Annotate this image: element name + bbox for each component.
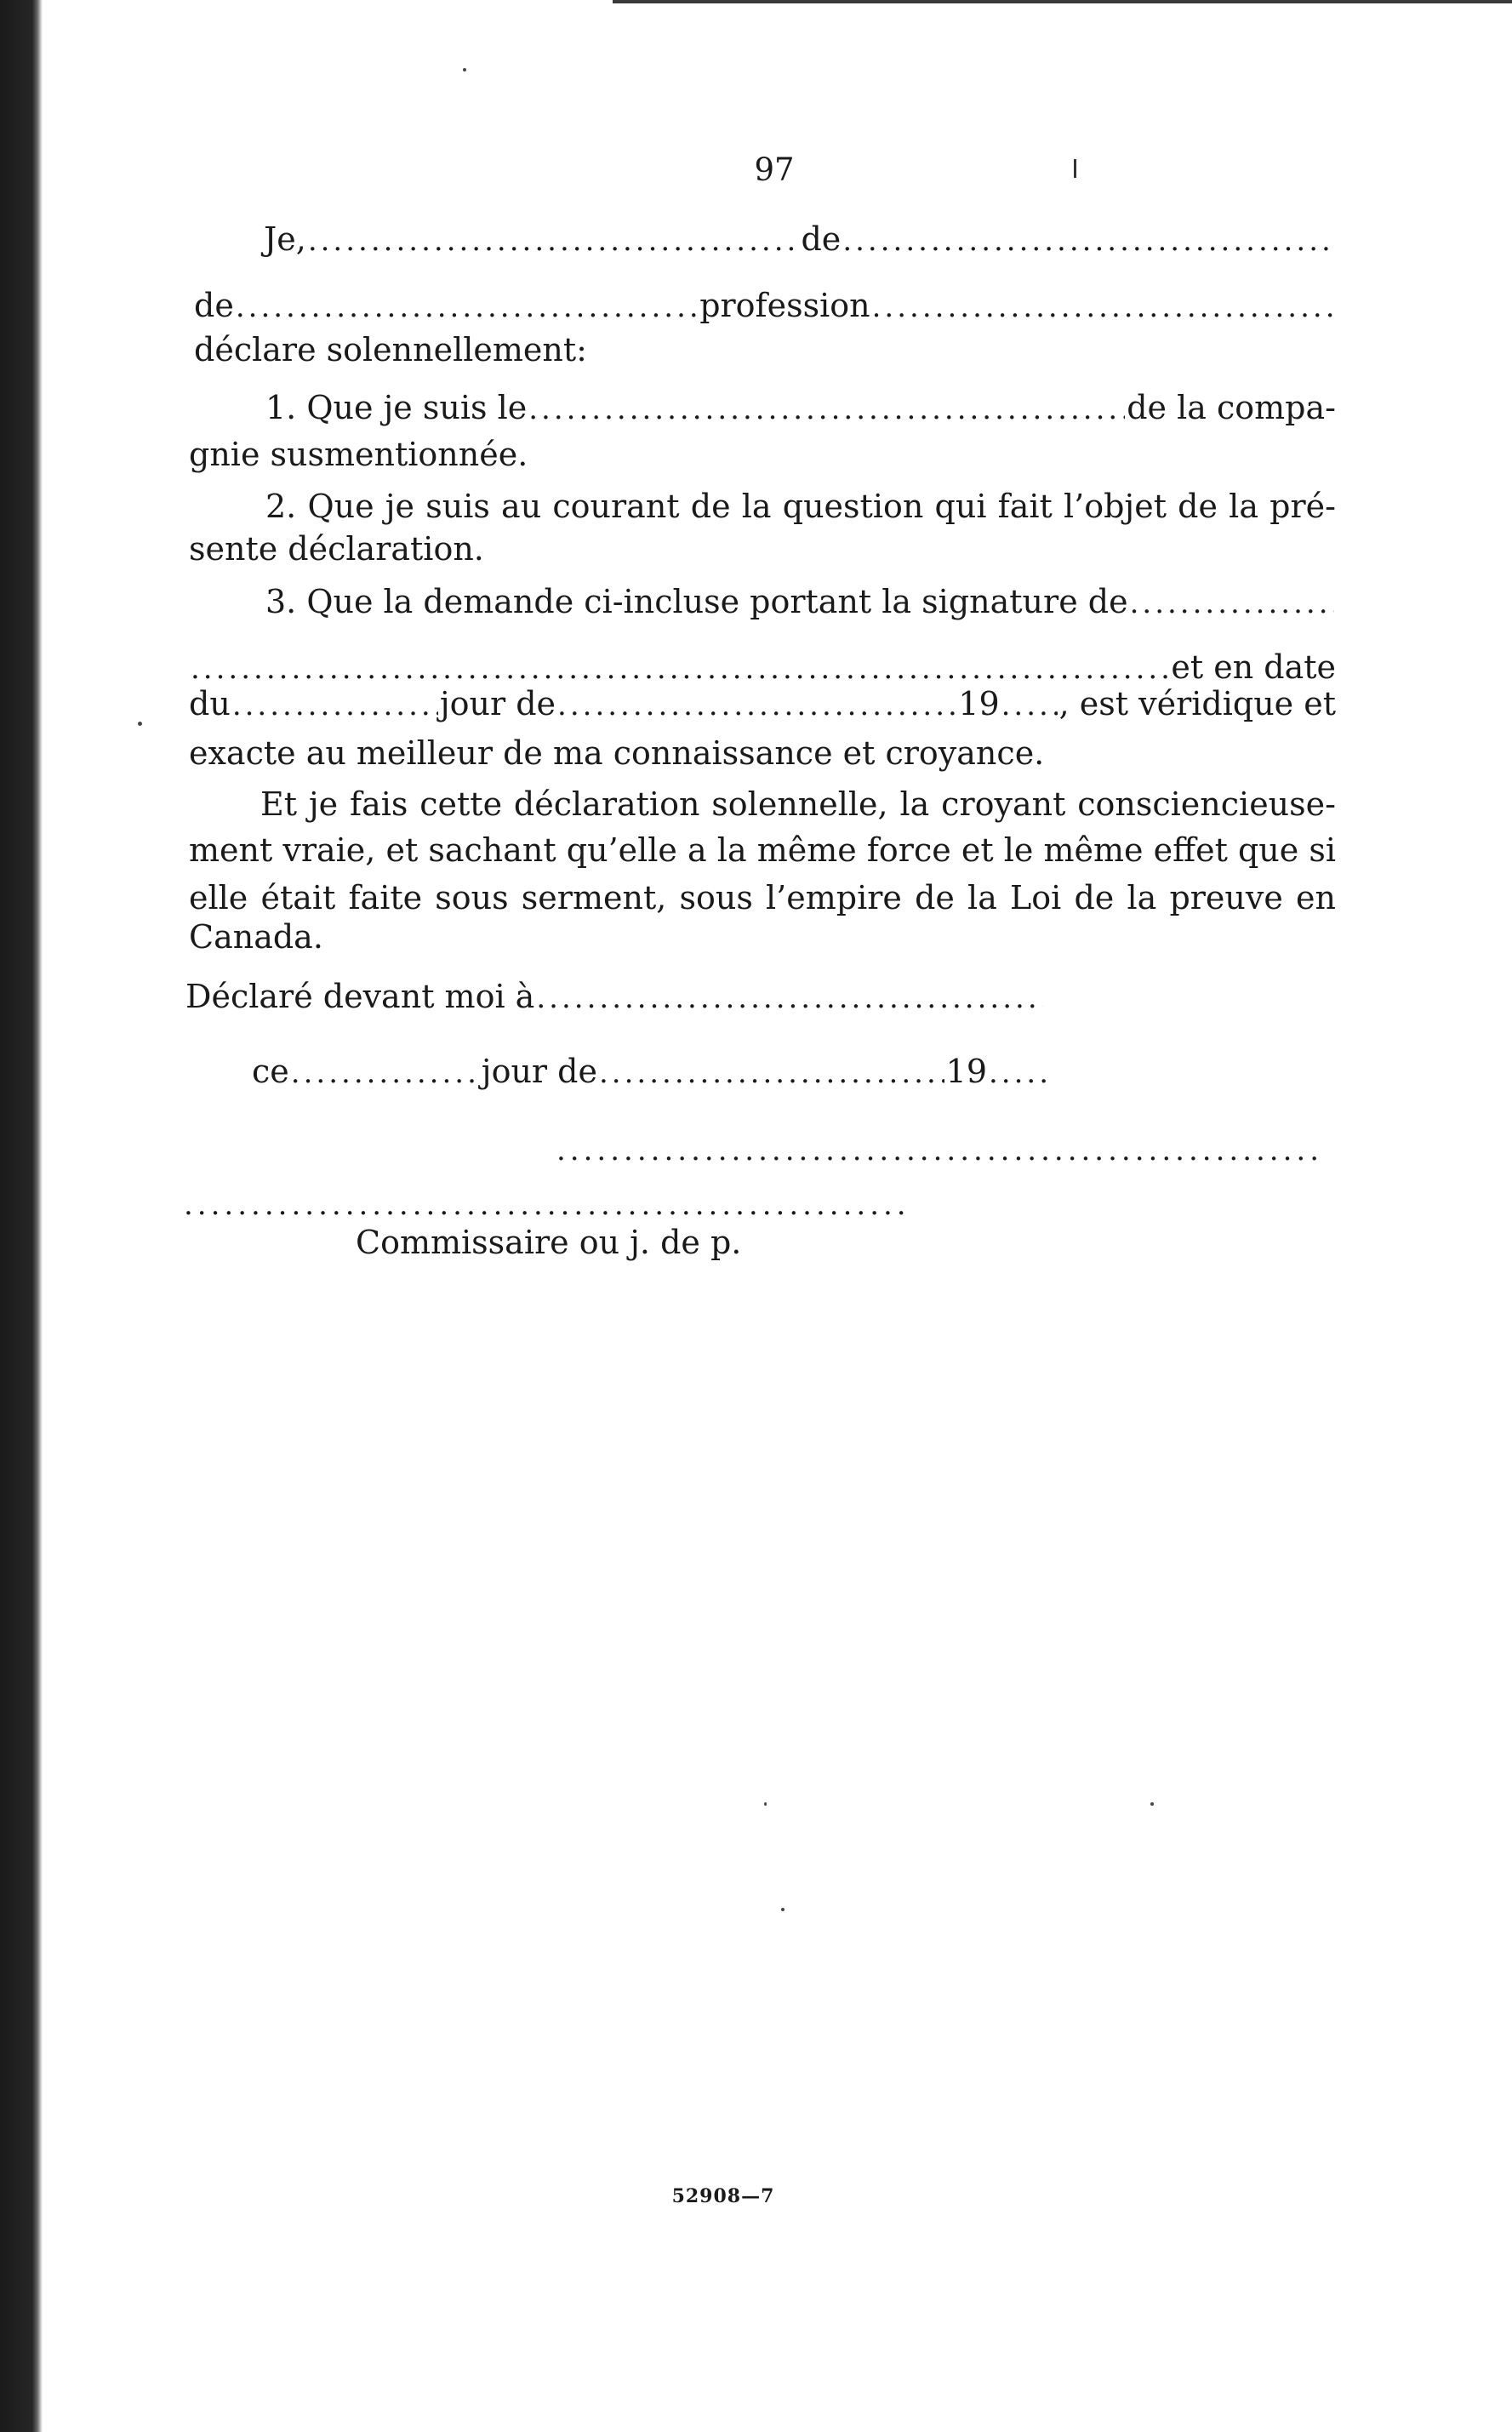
origin-blank[interactable] [842,226,1334,255]
closing-line-1: Et je fais cette déclaration solennelle, la croyant consciencieuse- [260,785,1336,823]
name-blank[interactable] [308,226,800,255]
item-3-line [265,585,1336,623]
du-label: du [189,685,231,722]
declared-place-blank[interactable] [536,984,1043,1013]
scan-mark [1074,159,1076,178]
commissioner-signature-line[interactable] [184,1188,907,1222]
ce-label: ce [252,1053,289,1090]
year-prefix: 19 [958,685,1000,722]
item-1-end: de la compa- [1127,389,1336,426]
item-1-line [265,391,1336,429]
item-3-date-label: et en date [1171,648,1336,686]
profession-label: profession [699,287,870,324]
place-blank[interactable] [236,293,698,322]
closing-line-4: Canada. [189,918,323,956]
je-label: Je, [264,220,306,258]
de-label: de [194,287,234,324]
scan-speck [764,1802,767,1806]
item-3-line-2 [189,648,1336,688]
signatory-blank[interactable] [191,654,1169,683]
scan-border [0,0,43,2432]
declare-text: déclare solennellement: [194,331,587,368]
item-3-cont: exacte au meilleur de ma connaissance et croyance. [189,734,1045,772]
month-blank[interactable] [557,691,956,720]
closing-line-3: elle était faite sous serment, sous l’empire de la Loi de la preuve en [189,879,1336,916]
day-blank[interactable] [232,691,438,720]
item-3-end: , est véridique et [1058,685,1336,722]
item-1-cont: gnie susmentionnée. [189,436,528,473]
position-blank[interactable] [528,395,1125,424]
de-label: de [801,220,842,258]
scan-speck [781,1908,785,1911]
declared-day-blank[interactable] [291,1059,480,1088]
declarant-signature-line[interactable] [556,1133,1322,1167]
commissioner-caption: Commissaire ou j. de p. [356,1224,742,1261]
page-number: 97 [754,151,795,188]
top-rule [613,0,1512,3]
scan-speck [1150,1802,1154,1806]
jour-de-label: jour de [481,1053,597,1090]
year-prefix: 19 [945,1053,987,1090]
scan-speck [463,68,466,71]
declared-date-line [252,1055,1050,1093]
declared-month-blank[interactable] [599,1059,944,1088]
closing-line-2: ment vraie, et sachant qu’elle a la même force et le même effet que si [189,831,1336,869]
profession-line [194,289,1336,327]
scan-speck [138,722,142,726]
item-3-text: 3. Que la demande ci-incluse portant la signature de [265,583,1128,620]
year-blank[interactable] [1001,691,1058,720]
declared-label: Déclaré devant moi à [185,978,535,1015]
item-3-line-3 [189,685,1336,725]
jour-de-label: jour de [439,685,556,722]
profession-blank[interactable] [872,293,1334,322]
signature-blank[interactable] [1130,589,1334,618]
footer-code: 52908—7 [671,2185,775,2207]
item-2-text: 2. Que je suis au courant de la question qui fait l’objet de la pré- [265,488,1336,525]
item-1-text: 1. Que je suis le [265,389,528,426]
declared-year-blank[interactable] [989,1059,1048,1088]
item-2-cont: sente déclaration. [189,530,484,568]
name-line [264,220,1336,260]
declared-line [185,980,1045,1018]
